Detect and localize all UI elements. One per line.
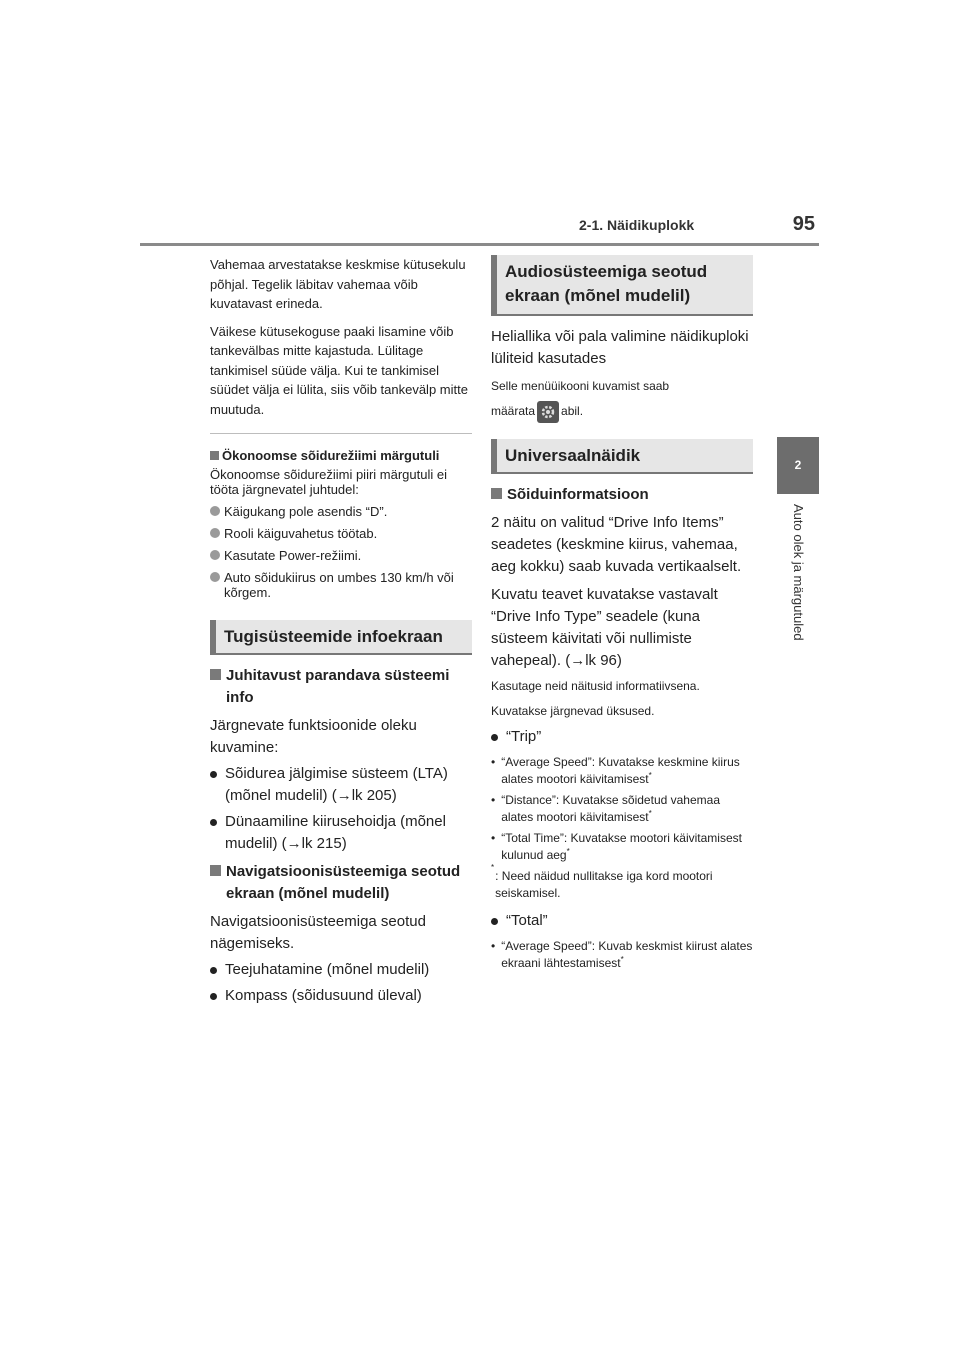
audio-note-text: abil. xyxy=(561,404,584,418)
list-item-text xyxy=(501,938,753,972)
section-title: 2-1. Näidikuplokk xyxy=(579,217,695,233)
note-paragraph: Vahemaa arvestatakse keskmise kütusekulu põhjal. Tegelik läbitav vahemaa võib kuvatavast erineda. xyxy=(210,257,466,311)
gear-icon xyxy=(537,401,559,423)
square-bullet-icon xyxy=(210,451,219,460)
bullet-icon xyxy=(210,572,220,582)
note-paragraph: Väikese kütusekoguse paaki lisamine võib tankevälbas mitte kajastuda. Lülitage tankimisel süüde välja. Kui te tankimisel süüdet välja ei lülita, siis võib tankevälp mitte muutuda. xyxy=(210,323,468,417)
list-item xyxy=(491,754,753,788)
trip-heading xyxy=(491,484,753,506)
nav-intro: Navigatsioonisüsteemiga seotud nägemiseks. xyxy=(210,913,426,952)
total-list xyxy=(491,938,753,972)
bullet-icon xyxy=(491,918,498,925)
list-item xyxy=(210,504,472,519)
right-column xyxy=(491,255,753,976)
bullet-icon xyxy=(210,528,220,538)
audio-body: Heliallika või pala valimine näidikuploki lüliteid kasutades xyxy=(491,328,749,367)
drive-heading-text: Juhitavust parandava süsteemi info xyxy=(226,667,450,706)
footnote-mark: * xyxy=(648,809,652,818)
bullet-icon xyxy=(210,550,220,560)
list-item xyxy=(210,985,472,1007)
list-item-text: Dünaamiline kiirusehoidja (mõnel mudelil) (→lk 215) xyxy=(225,813,446,852)
footnote-mark: * xyxy=(648,771,652,780)
list-item xyxy=(210,526,472,541)
trip-note: Kasutage neid näitusid informatiivsena. xyxy=(491,679,700,693)
list-item-text: Teejuhatamine (mõnel mudelil) xyxy=(225,961,430,978)
page-number: 95 xyxy=(792,213,815,235)
fuel-note xyxy=(210,255,472,434)
chapter-tab: 2 xyxy=(777,437,819,494)
list-item-text: Kompass (sõidusuund üleval) xyxy=(225,987,422,1004)
trip-list xyxy=(491,754,753,864)
bullet-icon: • xyxy=(491,793,496,807)
bullet-icon xyxy=(210,506,220,516)
list-item xyxy=(210,548,472,563)
trip-heading-text: Sõiduinformatsioon xyxy=(507,486,649,503)
bullet-icon xyxy=(210,993,217,1000)
audio-note-text: määrata xyxy=(491,404,536,418)
header-divider xyxy=(140,243,819,246)
bullet-icon: • xyxy=(491,939,496,953)
square-bullet-icon xyxy=(210,669,221,680)
chapter-label xyxy=(776,504,820,664)
list-item-text: Auto sõidukiirus on umbes 130 km/h või kõrgem. xyxy=(224,570,454,600)
bullet-icon: • xyxy=(491,755,496,769)
total-label xyxy=(491,910,753,932)
square-bullet-icon xyxy=(210,865,221,876)
list-item-text: Rooli käiguvahetus töötab. xyxy=(224,526,378,541)
audio-heading: Audiosüsteemiga seotud ekraan (mõnel mudelil) xyxy=(491,255,753,316)
list-item xyxy=(491,792,753,826)
list-item xyxy=(210,959,472,981)
audio-note xyxy=(491,378,753,427)
trip-note: Kuvatakse järgnevad üksused. xyxy=(491,704,655,718)
universal-heading: Universaalnäidik xyxy=(491,439,753,474)
square-bullet-icon xyxy=(491,488,502,499)
nav-heading xyxy=(210,861,472,905)
audio-note-text: Selle menüüikooni kuvamist saab xyxy=(491,379,670,393)
list-item-text: Sõidurea jälgimise süsteem (LTA) (mõnel mudelil) (→lk 205) xyxy=(225,765,448,804)
eco-intro: Ökonoomse sõidurežiimi piiri märgutuli ei tööta järgnevatel juhtudel: xyxy=(210,467,447,497)
bullet-icon xyxy=(210,771,217,778)
list-item-text xyxy=(501,830,753,864)
bullet-icon xyxy=(210,967,217,974)
trip-paragraph: Kuvatu teavet kuvatakse vastavalt “Drive Info Type” seadele (kuna süsteem käivitati või nullimiste vahepeal). (→lk 96) xyxy=(491,586,718,669)
total-label-text: “Total” xyxy=(506,912,548,929)
eco-heading xyxy=(210,448,472,463)
list-item-text xyxy=(501,792,753,826)
list-item xyxy=(210,763,472,807)
trip-label-text: “Trip” xyxy=(506,728,542,745)
support-heading: Tugisüsteemide infoekraan xyxy=(210,620,472,655)
list-item xyxy=(210,570,472,600)
list-item xyxy=(491,938,753,972)
list-item-value: “Average Speed”: Kuvab keskmist kiirust alates ekraani lähtestamisest xyxy=(501,939,753,970)
list-item xyxy=(491,830,753,864)
drive-intro: Järgnevate funktsioonide oleku kuvamine: xyxy=(210,717,417,756)
list-item-value: “Average Speed”: Kuvatakse keskmine kiirus alates mootori käivitamisest xyxy=(501,755,740,786)
footnote-text: : Need näidud nullitakse iga kord mootori seiskamisel. xyxy=(495,869,713,900)
drive-heading xyxy=(210,665,472,709)
nav-heading-text: Navigatsioonisüsteemiga seotud ekraan (mõnel mudelil) xyxy=(226,863,461,902)
list-item-text: Kasutate Power-režiimi. xyxy=(224,548,362,563)
list-item-text: Käigukang pole asendis “D”. xyxy=(224,504,388,519)
list-item-value: “Distance”: Kuvatakse sõidetud vahemaa alates mootori käivitamisest xyxy=(501,793,720,824)
eco-list xyxy=(210,504,472,600)
eco-heading-text: Ökonoomse sõidurežiimi märgutuli xyxy=(222,448,440,463)
list-item xyxy=(210,811,472,855)
footnote-mark: * xyxy=(566,847,570,856)
bullet-icon xyxy=(491,734,498,741)
chapter-label-text: Auto olek ja märgutuled xyxy=(791,504,806,641)
list-item-value: “Total Time”: Kuvatakse mootori käivitamisest kulunud aeg xyxy=(501,831,742,862)
bullet-icon xyxy=(210,819,217,826)
footnote-mark: * xyxy=(491,863,495,872)
trip-label xyxy=(491,726,753,748)
list-item-text xyxy=(501,754,753,788)
footnote xyxy=(491,863,753,902)
bullet-icon: • xyxy=(491,831,496,845)
footnote-mark: * xyxy=(620,955,624,964)
left-column xyxy=(210,255,472,1007)
trip-paragraph: 2 näitu on valitud “Drive Info Items” seadetes (keskmine kiirus, vahemaa, aeg kokku) saab kuvada vertikaalselt. xyxy=(491,514,742,575)
